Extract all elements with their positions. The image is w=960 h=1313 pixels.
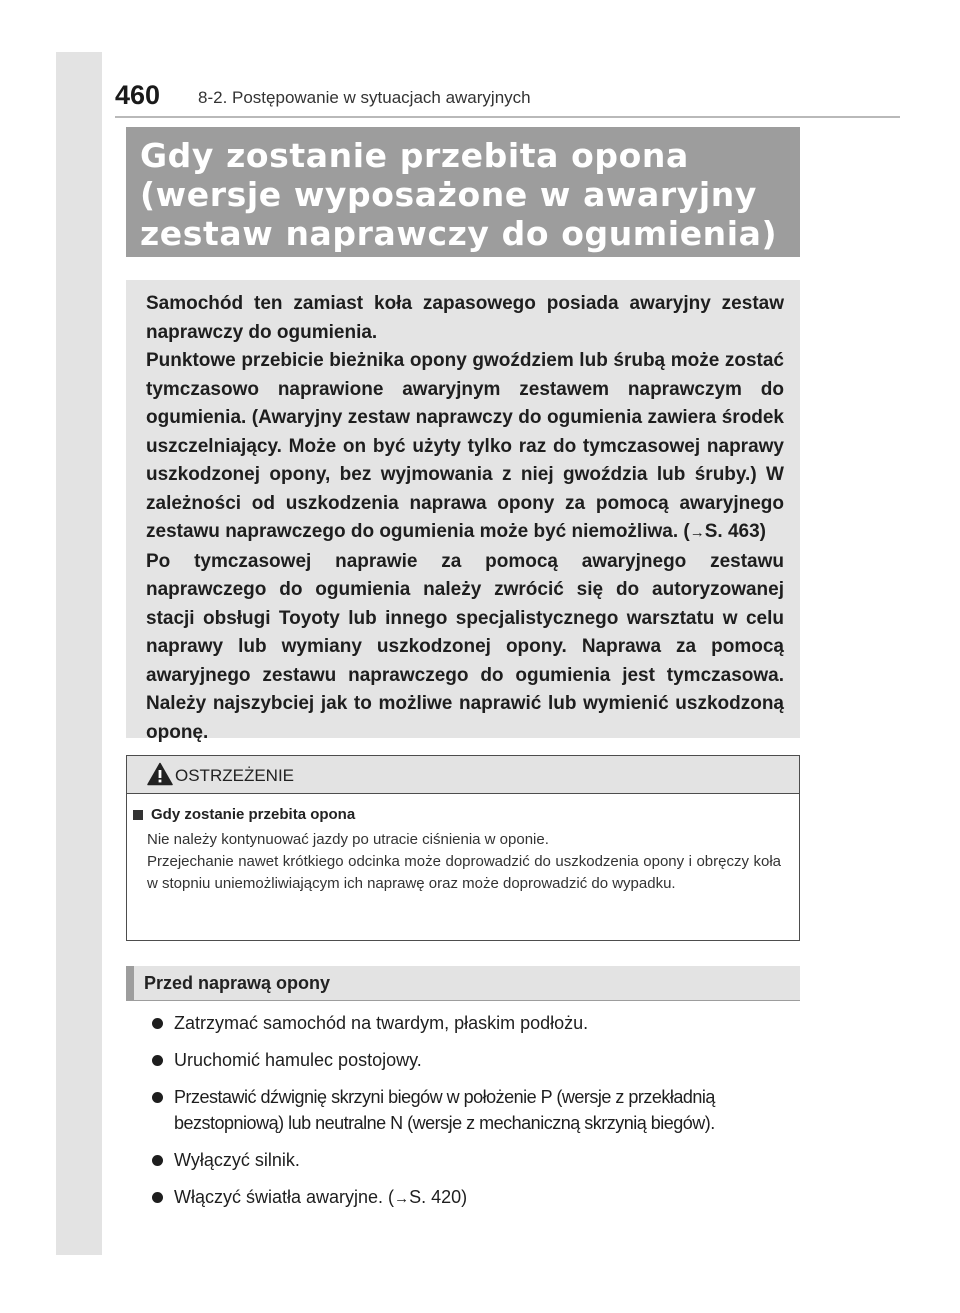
page-reference-463[interactable]: S. 463) — [704, 521, 766, 542]
bullet-dot-icon — [152, 1055, 163, 1066]
page-header — [115, 74, 900, 118]
page-reference-420[interactable]: S. 420) — [409, 1187, 468, 1207]
list-item — [150, 1147, 805, 1173]
step-text: Zatrzymać samochód na twardym, płaskim podłożu. — [174, 1013, 589, 1033]
steps-list — [150, 1010, 805, 1223]
side-strip — [56, 52, 102, 1255]
warning-text-1: Nie należy kontynuować jazdy po utracie ciśnienia w oponie. — [147, 831, 549, 848]
bullet-dot-icon — [152, 1192, 163, 1203]
section-title: 8-2. Postępowanie w sytuacjach awaryjnych — [198, 88, 531, 107]
intro-paragraph-1: Samochód ten zamiast koła zapasowego posiada awaryjny zestaw naprawczy do ogumienia. — [146, 293, 784, 343]
warning-triangle-icon — [147, 762, 173, 786]
warning-text-2: Przejechanie nawet krótkiego odcinka może doprowadzić do uszkodzenia opony i obręczy koła w stopniu uniemożliwiającym ich naprawę oraz może doprowadzić do wypadku. — [147, 853, 781, 892]
bullet-dot-icon — [152, 1092, 163, 1103]
list-item — [150, 1184, 805, 1212]
warning-box — [126, 755, 800, 941]
page-number: 460 — [115, 80, 161, 110]
intro-paragraph-2 — [146, 347, 784, 548]
main-title: Gdy zostanie przebita opona (wersje wyposażone w awaryjny zestaw naprawczy do ogumienia) — [140, 136, 778, 253]
bullet-dot-icon — [152, 1155, 163, 1166]
intro-paragraph-2-text: Punktowe przebicie bieżnika opony gwoździem lub śrubą może zostać tymczasowo naprawione awaryjnym zestawem naprawczym do ogumienia. (Awaryjny zestaw naprawczy do ogumienia zawiera środek uszczelniający. Może on być użyty tylko raz do tymczasowej naprawy uszkodzonej opony, bez wyjmowania z niej gwoździa lub śruby.) W zależności od uszkodzenia naprawa opony za pomocą awaryjnego zestawu naprawczego do ogumienia może być niemożliwa. ( — [146, 350, 784, 542]
warning-subtitle-text: Gdy zostanie przebita opona — [151, 806, 356, 823]
warning-header — [127, 756, 799, 794]
warning-subtitle — [133, 806, 781, 823]
main-title-box — [126, 127, 800, 257]
step-text: Przestawić dźwignię skrzyni biegów w położenie P (wersje z przekładnią bezstopniową) lub neutralne N (wersje z mechaniczną skrzynią biegów). — [174, 1087, 715, 1133]
subsection-title: Przed naprawą opony — [144, 973, 331, 993]
list-item — [150, 1010, 805, 1036]
arrow-right-icon: → — [394, 1190, 410, 1207]
step-text: Włączyć światła awaryjne. ( — [174, 1187, 395, 1207]
warning-label: OSTRZEŻENIE — [175, 766, 295, 785]
intro-box — [126, 280, 800, 743]
bullet-dot-icon — [152, 1018, 163, 1029]
subsection-header — [126, 966, 800, 1001]
step-text: Uruchomić hamulec postojowy. — [174, 1050, 422, 1070]
step-text: Wyłączyć silnik. — [174, 1150, 300, 1170]
intro-paragraph-3: Po tymczasowej naprawie za pomocą awaryjnego zestawu naprawczego do ogumienia należy zwrócić się do autoryzowanej stacji obsługi Toyoty lub innego specjalistycznego warsztatu w celu naprawy lub wymiany uszkodzonej opony. Naprawa za pomocą awaryjnego zestawu naprawczego do ogumienia jest tymczasowa. Należy najszybciej jak to możliwe naprawić lub wymienić uszkodzoną oponę. — [146, 550, 784, 743]
list-item — [150, 1047, 805, 1073]
square-bullet-icon — [133, 810, 143, 820]
list-item — [150, 1084, 805, 1136]
warning-body — [127, 794, 799, 895]
arrow-right-icon: → — [689, 524, 705, 541]
